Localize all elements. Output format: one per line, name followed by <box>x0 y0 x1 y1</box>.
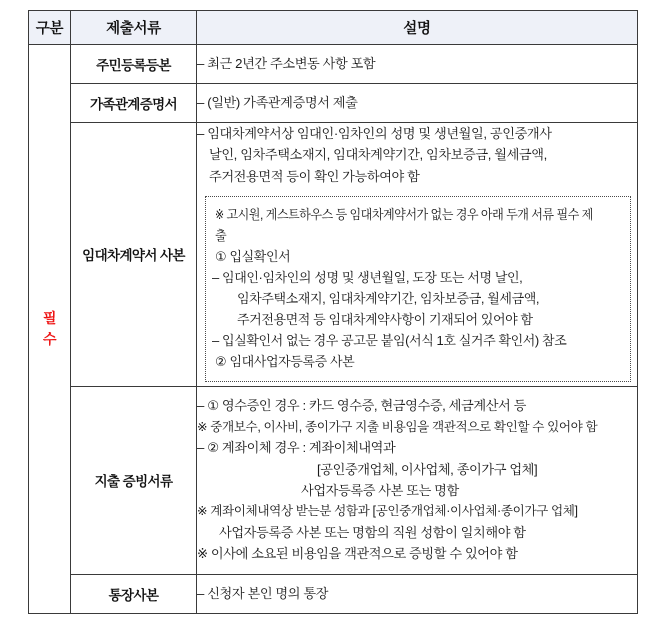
description-line: – ② 계좌이체 경우 : 계좌이체내역과 <box>197 440 396 456</box>
description-line: – 최근 2년간 주소변동 사항 포함 <box>197 56 376 72</box>
note-box-header: ※ 고시원, 게스트하우스 등 임대차계약서가 없는 경우 아래 두개 서류 필수 제출 <box>215 207 593 244</box>
note-box-item: ② 임대사업자등록증 사본 <box>215 354 355 370</box>
description-cell <box>197 123 638 387</box>
table-row <box>29 45 638 84</box>
description-line: ※ 계좌이체내역상 받는분 성함과 [공인중개업체·이사업체·종이가구 업체] <box>197 504 578 519</box>
note-box-item: 주거전용면적 등 임대차계약사항이 기재되어 있어야 함 <box>237 312 533 328</box>
note-box-item: – 임대인·임차인의 성명 및 생년월일, 도장 또는 서명 날인, <box>212 270 523 286</box>
description-line: ※ 중개보수, 이사비, 종이가구 지출 비용임을 객관적으로 확인할 수 있어야 함 <box>197 419 598 434</box>
description-line: ※ 이사에 소요된 비용임을 객관적으로 증빙할 수 있어야 함 <box>197 546 518 562</box>
description-line: 사업자등록증 사본 또는 명함 <box>301 483 459 498</box>
description-line: – 신청자 본인 명의 통장 <box>197 585 329 601</box>
note-box-item: 임차주택소재지, 임대차계약기간, 임차보증금, 월세금액, <box>237 291 540 307</box>
description-line: – (일반) 가족관계증명서 제출 <box>197 95 358 111</box>
document-name-cell: 주민등록등본 <box>71 45 197 84</box>
description-line: 날인, 임차주택소재지, 임대차계약기간, 임차보증금, 월세금액, <box>209 147 547 163</box>
table-row <box>29 84 638 123</box>
document-name-cell: 통장사본 <box>71 574 197 613</box>
category-label-char-2: 수 <box>42 330 57 347</box>
table-row <box>29 574 638 613</box>
description-line: – 임대차계약서상 임대인·임차인의 성명 및 생년월일, 공인중개사 <box>197 126 552 141</box>
description-line: [공인중개업체, 이사업체, 종이가구 업체] <box>317 461 538 477</box>
header-cell-gubun: 구분 <box>29 11 71 45</box>
category-cell-required <box>29 45 71 614</box>
document-name-cell: 가족관계증명서 <box>71 84 197 123</box>
note-box-item: – 입실확인서 없는 경우 공고문 붙임(서식 1호 실거주 확인서) 참조 <box>212 333 567 349</box>
table-row <box>29 123 638 387</box>
header-cell-document: 제출서류 <box>71 11 197 45</box>
document-name-cell: 임대차계약서 사본 <box>71 123 197 387</box>
description-cell <box>197 386 638 574</box>
description-cell <box>197 574 638 613</box>
description-line: 주거전용면적 등이 확인 가능하여야 함 <box>209 168 420 184</box>
description-line: 사업자등록증 사본 또는 명함의 직원 성함이 일치해야 함 <box>219 524 526 540</box>
document-name-cell: 지출 증빙서류 <box>71 386 197 574</box>
required-documents-table <box>28 10 638 614</box>
description-cell <box>197 45 638 84</box>
description-line: – ① 영수증인 경우 : 카드 영수증, 현금영수증, 세금계산서 등 <box>197 398 526 414</box>
category-label-char-1: 필 <box>42 310 57 327</box>
note-box-item: ① 입실확인서 <box>215 249 291 265</box>
table-header-row <box>29 11 638 45</box>
header-cell-description: 설명 <box>197 11 638 45</box>
note-box <box>205 196 631 381</box>
description-cell <box>197 84 638 123</box>
table-row <box>29 386 638 574</box>
